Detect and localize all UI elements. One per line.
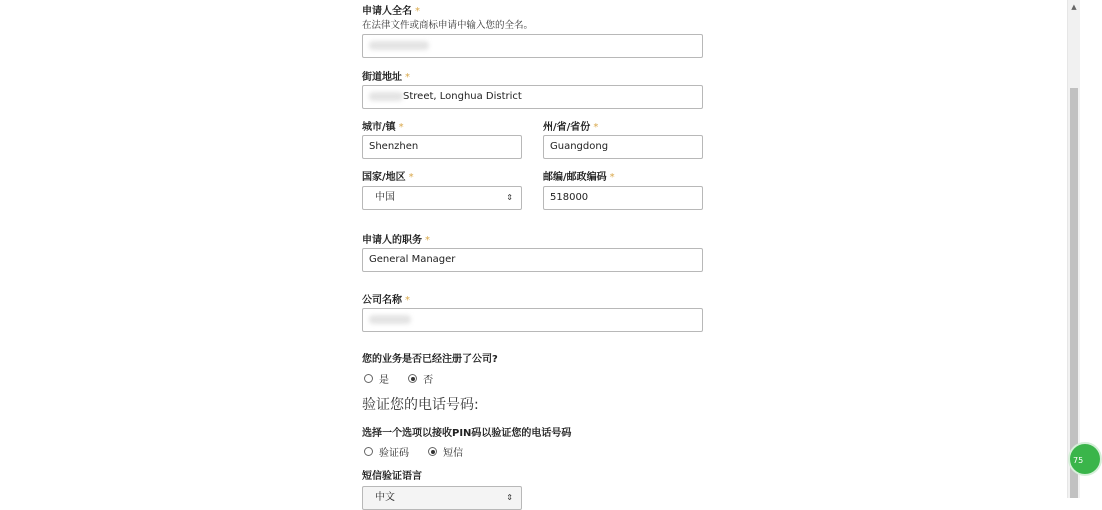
position-input[interactable]: General Manager [362,248,703,272]
city-input[interactable]: Shenzhen [362,135,522,159]
redacted-value [369,92,403,101]
applicant-name-label [362,2,420,17]
street-value: Street, Longhua District [403,91,522,102]
street-label-text: 街道地址 [362,72,402,83]
street-input[interactable] [362,85,703,109]
registered-question: 您的业务是否已经注册了公司? [362,354,498,365]
position-label [362,231,430,246]
required-mark: * [425,235,430,246]
pin-method-label: 选择一个选项以接收PIN码以验证您的电话号码 [362,428,572,439]
radio-unchecked-icon[interactable] [364,447,373,456]
required-mark: * [415,6,420,17]
select-arrow-icon: ⇕ [506,193,513,202]
required-mark: * [408,172,414,183]
redacted-value [369,41,429,50]
company-label [362,291,410,306]
scroll-thumb[interactable] [1070,88,1078,498]
applicant-name-hint: 在法律文件或商标申请中输入您的全名。 [362,20,534,31]
select-arrow-icon: ⇕ [506,493,513,502]
position-label-text: 申请人的职务 [362,235,422,246]
registered-radio-group [364,368,433,387]
required-mark: * [405,72,410,83]
street-label [362,68,410,83]
required-mark: * [609,172,615,183]
pin-option-voice[interactable] [364,441,414,460]
radio-label: 否 [423,375,434,386]
floating-badge[interactable]: 75 [1068,442,1102,476]
pin-method-radio-group [364,441,463,460]
radio-label: 验证码 [379,448,409,459]
company-input[interactable] [362,308,703,332]
sms-language-value: 中文 [375,492,395,503]
registered-option-yes[interactable] [364,368,394,387]
postal-input[interactable]: 518000 [543,186,703,210]
applicant-name-label-text: 申请人全名 [362,6,412,17]
company-label-text: 公司名称 [362,295,402,306]
postal-label [543,168,615,183]
state-input[interactable]: Guangdong [543,135,703,159]
radio-checked-icon[interactable] [408,374,417,383]
city-label [362,118,404,133]
state-label [543,118,598,133]
postal-label-text: 邮编/邮政编码 [543,172,607,183]
page-scrollbar[interactable] [1067,0,1080,498]
required-mark: * [398,122,404,133]
city-label-text: 城市/镇 [362,122,396,133]
country-label [362,168,414,183]
radio-label: 短信 [443,448,464,459]
required-mark: * [593,122,599,133]
country-select[interactable] [362,186,522,210]
pin-option-sms[interactable] [428,441,463,460]
verify-phone-heading: 验证您的电话号码: [362,397,479,413]
sms-language-select[interactable] [362,486,522,510]
country-value: 中国 [375,192,395,203]
sms-language-label: 短信验证语言 [362,471,422,482]
radio-label: 是 [379,375,389,386]
applicant-name-input[interactable] [362,34,703,58]
country-label-text: 国家/地区 [362,172,406,183]
state-label-text: 州/省/省份 [543,122,591,133]
required-mark: * [405,295,410,306]
registered-option-no[interactable] [408,368,433,387]
redacted-value [369,315,411,324]
radio-checked-icon[interactable] [428,447,437,456]
scroll-up-icon[interactable]: ▲ [1071,3,1077,11]
radio-unchecked-icon[interactable] [364,374,373,383]
